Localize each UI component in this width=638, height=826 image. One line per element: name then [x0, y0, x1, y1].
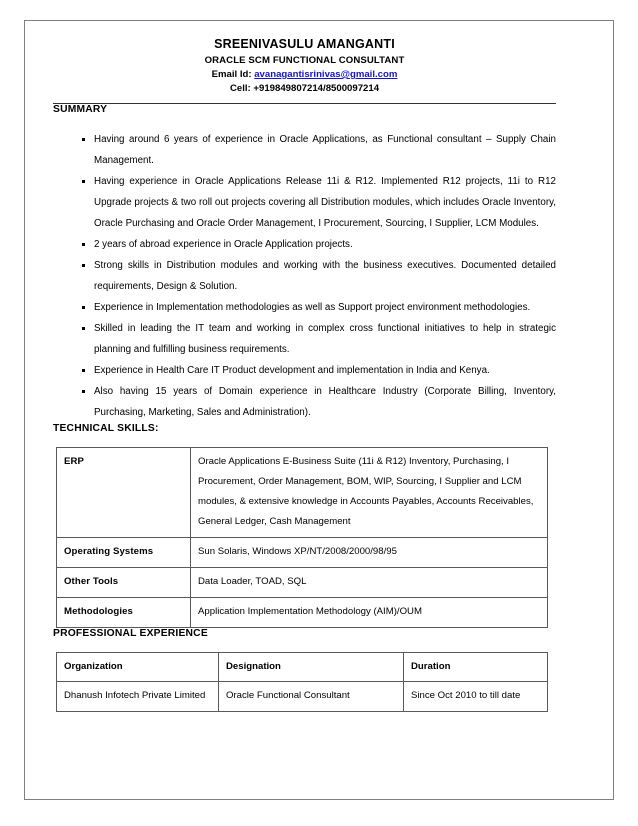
document-page [24, 20, 614, 800]
email-line [53, 68, 556, 82]
skill-value: Sun Solaris, Windows XP/NT/2008/2000/98/95 [191, 538, 548, 568]
table-row [57, 538, 548, 568]
technical-skills-heading: TECHNICAL SKILLS: [53, 423, 159, 434]
document-body [53, 21, 556, 712]
candidate-name: SREENIVASULU AMANGANTI [214, 37, 395, 51]
skill-label: Other Tools [57, 568, 191, 598]
cell-designation: Oracle Functional Consultant [219, 682, 404, 712]
skill-value: Application Implementation Methodology (AIM)/OUM [191, 598, 548, 628]
professional-experience-heading: PROFESSIONAL EXPERIENCE [53, 628, 208, 639]
skill-value: Oracle Applications E-Business Suite (11i & R12) Inventory, Purchasing, I Procurement, Order Management, BOM, WIP, Sourcing, I Supplier and LCM modules, & extensive knowledge in Accounts Payables, Accounts Receivables, General Ledger, Cash Management [191, 448, 548, 538]
column-header-duration: Duration [404, 653, 548, 682]
list-item: Having experience in Oracle Applications Release 11i & R12. Implemented R12 projects, 11i to R12 Upgrade projects & two roll out projects covering all Distribution modules, which includes Oracle Inventory, Oracle Purchasing and Oracle Order Management, I Procurement, Sourcing, I Supplier, LCM Modules. [53, 171, 556, 234]
list-item: 2 years of abroad experience in Oracle Application projects. [53, 234, 556, 255]
skill-label: ERP [57, 448, 191, 538]
table-row [57, 448, 548, 538]
cell-line: Cell: +919849807214/8500097214 [229, 83, 380, 94]
column-header-organization: Organization [57, 653, 219, 682]
list-item: Experience in Health Care IT Product development and implementation in India and Kenya. [53, 360, 556, 381]
list-item: Experience in Implementation methodologies as well as Support project environment methodologies. [53, 297, 556, 318]
table-row [57, 568, 548, 598]
cell-organization: Dhanush Infotech Private Limited [57, 682, 219, 712]
technical-skills-table [56, 447, 548, 628]
skill-label: Operating Systems [57, 538, 191, 568]
list-item: Strong skills in Distribution modules and working with the business executives. Documented detailed requirements, Design & Solution. [53, 255, 556, 297]
candidate-role: ORACLE SCM FUNCTIONAL CONSULTANT [204, 55, 405, 66]
summary-list [53, 129, 556, 423]
summary-heading: SUMMARY [53, 104, 108, 115]
table-row [57, 682, 548, 712]
table-header-row [57, 653, 548, 682]
skill-label: Methodologies [57, 598, 191, 628]
email-label: Email Id: [211, 69, 252, 80]
skill-value: Data Loader, TOAD, SQL [191, 568, 548, 598]
table-row [57, 598, 548, 628]
column-header-designation: Designation [219, 653, 404, 682]
resume-header [53, 21, 556, 96]
list-item: Skilled in leading the IT team and working in complex cross functional initiatives to help in strategic planning and fulfilling business requirements. [53, 318, 556, 360]
cell-duration: Since Oct 2010 to till date [404, 682, 548, 712]
email-link[interactable]: avanagantisrinivas@gmail.com [254, 69, 398, 80]
list-item: Also having 15 years of Domain experience in Healthcare Industry (Corporate Billing, Inventory, Purchasing, Marketing, Sales and Administration). [53, 381, 556, 423]
list-item: Having around 6 years of experience in Oracle Applications, as Functional consultant – Supply Chain Management. [53, 129, 556, 171]
professional-experience-table [56, 652, 548, 712]
